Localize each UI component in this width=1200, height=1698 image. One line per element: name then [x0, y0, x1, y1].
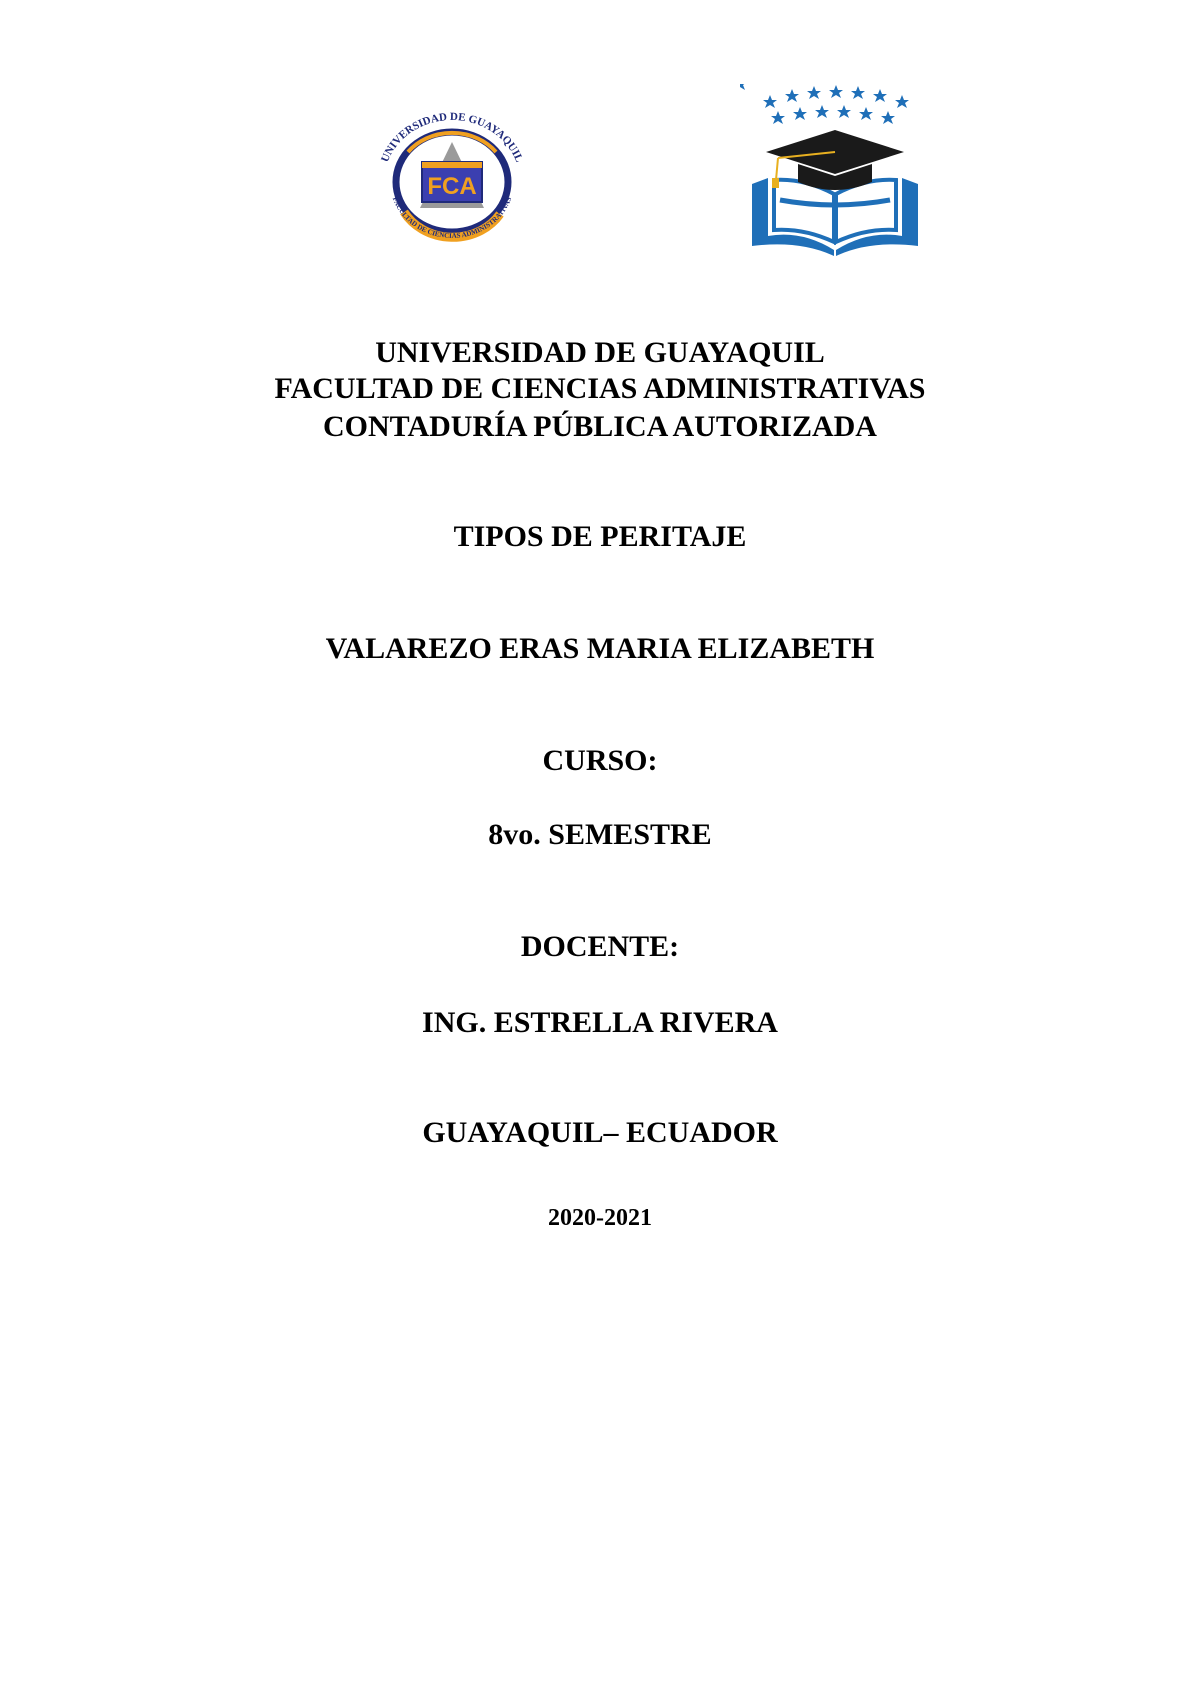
fca-ring-bottom-text: FACULTAD DE CIENCIAS ADMINISTRATIVAS	[390, 196, 514, 240]
fca-seal-icon	[362, 104, 542, 254]
academic-year: 2020-2021	[548, 1205, 652, 1231]
university-logo	[740, 84, 930, 270]
author-name: VALAREZO ERAS MARIA ELIZABETH	[325, 632, 875, 665]
career-name: CONTADURÍA PÚBLICA AUTORIZADA	[323, 410, 877, 443]
fca-ring-text: UNIVERSIDAD DE GUAYAQUIL	[378, 110, 526, 164]
teacher-value: ING. ESTRELLA RIVERA	[422, 1006, 778, 1039]
teacher-label: DOCENTE:	[520, 930, 680, 963]
faculty-name: FACULTAD DE CIENCIAS ADMINISTRATIVAS	[274, 372, 926, 405]
fca-center-text: FCA	[427, 173, 477, 200]
document-title: TIPOS DE PERITAJE	[453, 520, 747, 553]
fca-logo	[362, 104, 542, 254]
course-value: 8vo. SEMESTRE	[488, 818, 712, 851]
university-name: UNIVERSIDAD DE GUAYAQUIL	[375, 336, 825, 369]
location: GUAYAQUIL– ECUADOR	[422, 1116, 778, 1149]
course-label: CURSO:	[542, 744, 658, 777]
graduation-cap-book-icon	[740, 84, 930, 270]
stars-icon	[740, 84, 909, 124]
